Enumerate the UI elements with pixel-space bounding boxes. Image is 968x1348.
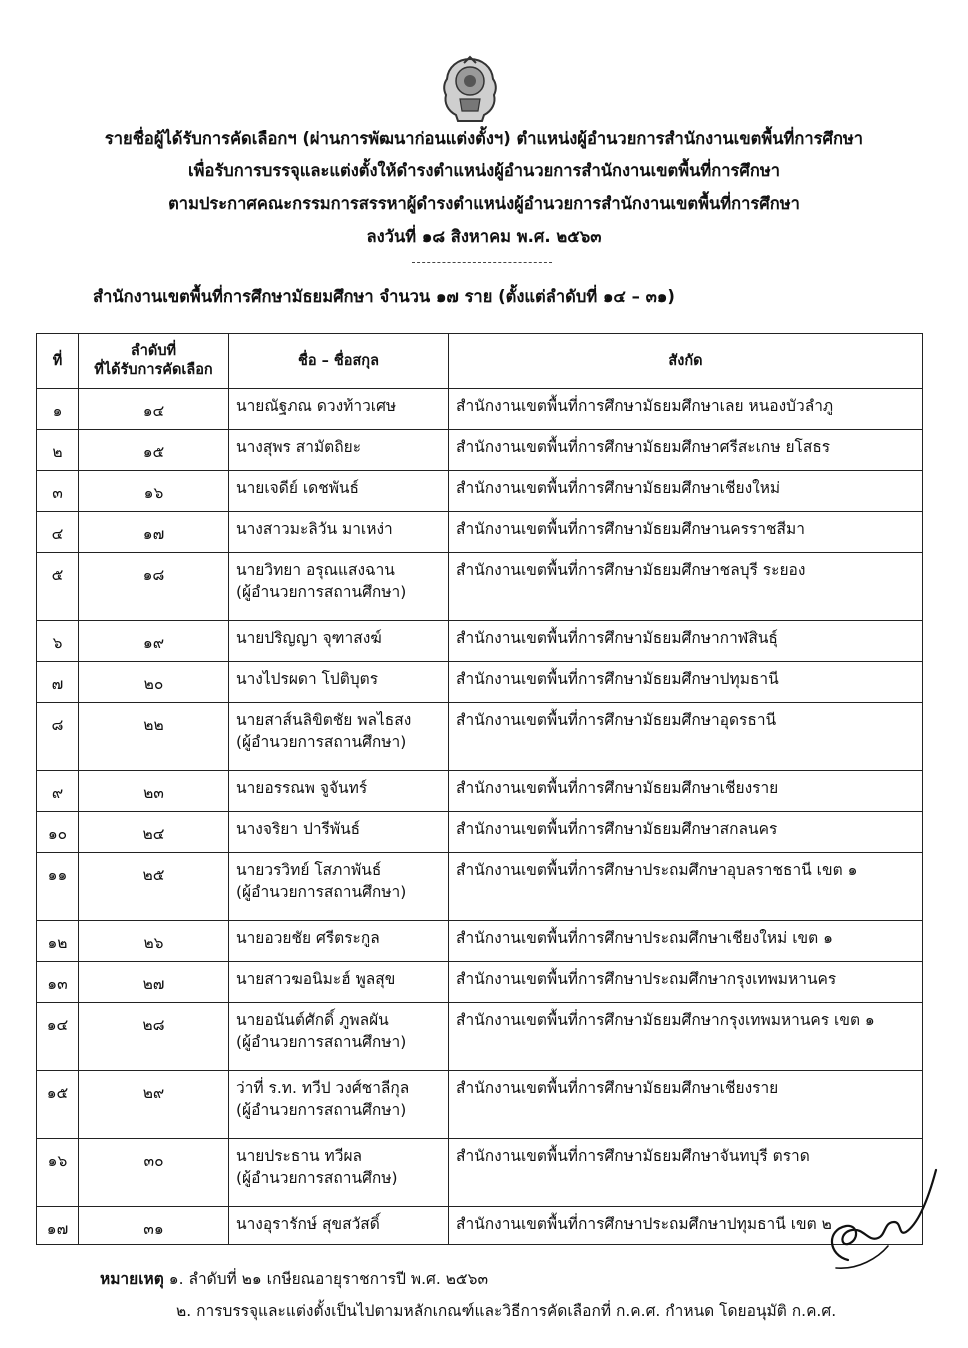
- row-no: ๘: [37, 703, 79, 771]
- row-no: ๖: [37, 621, 79, 662]
- row-office: สำนักงานเขตพื้นที่การศึกษามัธยมศึกษาจันทบุรี ตราด: [449, 1139, 923, 1207]
- row-no: ๑๖: [37, 1139, 79, 1207]
- row-name: นายปริญญา จุฑาสงฆ์: [236, 629, 382, 647]
- row-name-cell: [229, 771, 449, 812]
- row-rank: ๑๗: [79, 512, 229, 553]
- row-name: นายสาส์นลิขิตชัย พลไธสง: [236, 711, 412, 729]
- row-no: ๑๒: [37, 921, 79, 962]
- row-office: สำนักงานเขตพื้นที่การศึกษามัธยมศึกษาเชียงราย: [449, 771, 923, 812]
- table-header-row: [37, 334, 923, 389]
- header-no: ที่: [37, 334, 79, 389]
- row-name: นายประธาน ทวีผล: [236, 1147, 363, 1165]
- row-name-cell: [229, 512, 449, 553]
- row-office: สำนักงานเขตพื้นที่การศึกษามัธยมศึกษาปทุมธานี: [449, 662, 923, 703]
- row-office: สำนักงานเขตพื้นที่การศึกษามัธยมศึกษาเชียงใหม่: [449, 471, 923, 512]
- footnote-line-1: [100, 1266, 488, 1291]
- table-row: [37, 1207, 923, 1245]
- table-row: [37, 853, 923, 921]
- row-rank: ๑๙: [79, 621, 229, 662]
- row-office: สำนักงานเขตพื้นที่การศึกษามัธยมศึกษาอุดรธานี: [449, 703, 923, 771]
- row-name-cell: [229, 1207, 449, 1245]
- footnote-label: หมายเหตุ: [100, 1270, 164, 1288]
- row-office: สำนักงานเขตพื้นที่การศึกษามัธยมศึกษาสกลนคร: [449, 812, 923, 853]
- row-office: สำนักงานเขตพื้นที่การศึกษามัธยมศึกษาเชียงราย: [449, 1071, 923, 1139]
- row-office: สำนักงานเขตพื้นที่การศึกษาประถมศึกษาเชียงใหม่ เขต ๑: [449, 921, 923, 962]
- subtitle: สำนักงานเขตพื้นที่การศึกษามัธยมศึกษา จำนวน ๑๗ ราย (ตั้งแต่ลำดับที่ ๑๔ – ๓๑): [93, 287, 675, 306]
- row-office: สำนักงานเขตพื้นที่การศึกษามัธยมศึกษาศรีสะเกษ ยโสธร: [449, 430, 923, 471]
- row-no: ๕: [37, 553, 79, 621]
- row-name-cell: [229, 853, 449, 921]
- table-row: [37, 1003, 923, 1071]
- row-no: ๑๗: [37, 1207, 79, 1245]
- row-no: ๑: [37, 389, 79, 430]
- title-line-3: ตามประกาศคณะกรรมการสรรหาผู้ดำรงตำแหน่งผู้อำนวยการสำนักงานเขตพื้นที่การศึกษา: [168, 194, 800, 213]
- row-name-cell: [229, 662, 449, 703]
- row-rank: ๒๒: [79, 703, 229, 771]
- header-rank: [79, 334, 229, 389]
- row-position-note: (ผู้อำนวยการสถานศึกษา): [236, 882, 407, 901]
- row-rank: ๒๕: [79, 853, 229, 921]
- row-rank: ๑๔: [79, 389, 229, 430]
- table-row: [37, 471, 923, 512]
- emblem-icon: [438, 55, 502, 125]
- table-row: [37, 512, 923, 553]
- row-rank: ๑๘: [79, 553, 229, 621]
- row-office: สำนักงานเขตพื้นที่การศึกษาประถมศึกษาอุบลราชธานี เขต ๑: [449, 853, 923, 921]
- row-rank: ๑๖: [79, 471, 229, 512]
- row-name-cell: [229, 962, 449, 1003]
- row-rank: ๒๗: [79, 962, 229, 1003]
- divider: [412, 262, 552, 263]
- table-row: [37, 921, 923, 962]
- row-rank: ๒๔: [79, 812, 229, 853]
- row-no: ๑๓: [37, 962, 79, 1003]
- row-rank: ๒๙: [79, 1071, 229, 1139]
- header-name: ชื่อ – ชื่อสกุล: [229, 334, 449, 389]
- row-name-cell: [229, 921, 449, 962]
- header-office: สังกัด: [449, 334, 923, 389]
- row-name-cell: [229, 1003, 449, 1071]
- table-row: [37, 662, 923, 703]
- row-name: นายวรวิทย์ โสภาพันธ์: [236, 861, 382, 879]
- row-name: นางไปรผดา โปติบุตร: [236, 670, 379, 688]
- row-name: นายณัฐภณ ดวงท้าวเศษ: [236, 397, 397, 415]
- table-row: [37, 1071, 923, 1139]
- row-no: ๑๐: [37, 812, 79, 853]
- table-row: [37, 553, 923, 621]
- row-name: นางสุพร สามัตถิยะ: [236, 438, 362, 456]
- header-rank-line1: ลำดับที่: [130, 343, 177, 360]
- row-name: นายอรรณพ จูจันทร์: [236, 779, 368, 797]
- row-position-note: (ผู้อำนวยการสถานศึกษา): [236, 1032, 407, 1051]
- row-no: ๑๑: [37, 853, 79, 921]
- row-no: ๑๔: [37, 1003, 79, 1071]
- row-name-cell: [229, 389, 449, 430]
- title-date: ลงวันที่ ๑๘ สิงหาคม พ.ศ. ๒๕๖๓: [366, 227, 602, 246]
- table-row: [37, 703, 923, 771]
- row-no: ๑๕: [37, 1071, 79, 1139]
- title-line-2: เพื่อรับการบรรจุและแต่งตั้งให้ดำรงตำแหน่งผู้อำนวยการสำนักงานเขตพื้นที่การศึกษา: [188, 161, 780, 180]
- row-name: นายอนันต์ศักดิ์ ภูพลผัน: [236, 1011, 389, 1029]
- row-no: ๗: [37, 662, 79, 703]
- row-no: ๓: [37, 471, 79, 512]
- row-office: สำนักงานเขตพื้นที่การศึกษามัธยมศึกษานครราชสีมา: [449, 512, 923, 553]
- row-rank: ๒๖: [79, 921, 229, 962]
- row-office: สำนักงานเขตพื้นที่การศึกษามัธยมศึกษาเลย หนองบัวลำภู: [449, 389, 923, 430]
- row-no: ๔: [37, 512, 79, 553]
- table-row: [37, 389, 923, 430]
- signature-image: [818, 1160, 948, 1290]
- row-name: นางสาวมะลิวัน มาเหง่า: [236, 520, 393, 538]
- table-row: [37, 621, 923, 662]
- row-position-note: (ผู้อำนวยการสถานศึกษ): [236, 1168, 398, 1187]
- row-name-cell: [229, 621, 449, 662]
- row-rank: ๒๓: [79, 771, 229, 812]
- row-name-cell: [229, 553, 449, 621]
- row-name: นางจริยา ปารีพันธ์: [236, 820, 361, 838]
- row-office: สำนักงานเขตพื้นที่การศึกษาประถมศึกษาปทุมธานี เขต ๒: [449, 1207, 923, 1245]
- row-no: ๒: [37, 430, 79, 471]
- row-rank: ๑๕: [79, 430, 229, 471]
- row-name-cell: [229, 471, 449, 512]
- row-name-cell: [229, 1139, 449, 1207]
- row-name-cell: [229, 703, 449, 771]
- table-row: [37, 962, 923, 1003]
- row-rank: ๓๑: [79, 1207, 229, 1245]
- row-rank: ๓๐: [79, 1139, 229, 1207]
- table-row: [37, 812, 923, 853]
- row-position-note: (ผู้อำนวยการสถานศึกษา): [236, 1100, 407, 1119]
- row-name: นายเจดีย์ เดชพันธ์: [236, 479, 359, 497]
- row-no: ๙: [37, 771, 79, 812]
- row-rank: ๒๐: [79, 662, 229, 703]
- row-position-note: (ผู้อำนวยการสถานศึกษา): [236, 582, 407, 601]
- row-rank: ๒๘: [79, 1003, 229, 1071]
- row-name-cell: [229, 430, 449, 471]
- table-row: [37, 1139, 923, 1207]
- table-row: [37, 430, 923, 471]
- row-position-note: (ผู้อำนวยการสถานศึกษา): [236, 732, 407, 751]
- candidate-table: [36, 333, 923, 1245]
- table-row: [37, 771, 923, 812]
- row-office: สำนักงานเขตพื้นที่การศึกษาประถมศึกษากรุงเทพมหานคร: [449, 962, 923, 1003]
- row-name: ว่าที่ ร.ท. ทวีป วงศ์ชาลีกุล: [236, 1079, 410, 1097]
- row-name-cell: [229, 1071, 449, 1139]
- row-name: นายวิทยา อรุณแสงฉาน: [236, 561, 395, 579]
- footnote-line-2: ๒. การบรรจุและแต่งตั้งเป็นไปตามหลักเกณฑ์และวิธีการคัดเลือกที่ ก.ค.ศ. กำหนด โดยอนุมัติ ก.ค.ศ.: [176, 1302, 837, 1320]
- row-name: นางอุรารักษ์ สุขสวัสดิ์: [236, 1215, 380, 1233]
- row-name: นายสาวฆอนิมะฮ์ พูลสุข: [236, 970, 396, 988]
- row-name-cell: [229, 812, 449, 853]
- title-line-1: รายชื่อผู้ได้รับการคัดเลือกฯ (ผ่านการพัฒนาก่อนแต่งตั้งฯ) ตำแหน่งผู้อำนวยการสำนักงานเขตพื้นที่การศึกษา: [104, 129, 864, 148]
- row-office: สำนักงานเขตพื้นที่การศึกษามัธยมศึกษากรุงเทพมหานคร เขต ๑: [449, 1003, 923, 1071]
- row-office: สำนักงานเขตพื้นที่การศึกษามัธยมศึกษากาฬสินธุ์: [449, 621, 923, 662]
- footnote-text-1: ๑. ลำดับที่ ๒๑ เกษียณอายุราชการปี พ.ศ. ๒๕๖๓: [168, 1270, 489, 1288]
- row-name: นายอวยชัย ศรีตระกูล: [236, 929, 380, 947]
- header-rank-line2: ที่ได้รับการคัดเลือก: [94, 362, 213, 378]
- row-office: สำนักงานเขตพื้นที่การศึกษามัธยมศึกษาชลบุรี ระยอง: [449, 553, 923, 621]
